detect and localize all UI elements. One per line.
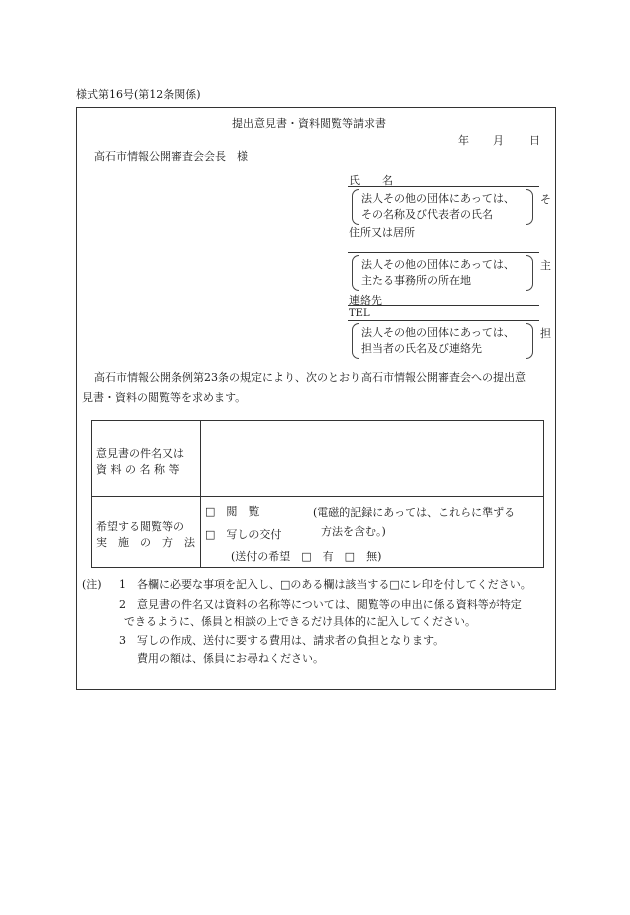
body-text-line1: 高石市情報公開条例第23条の規定により、次のとおり高石市情報公開審査会への提出意 [94,371,526,384]
form-title: 提出意見書・資料閲覧等請求書 [232,117,386,130]
body-text-line2: 見書・資料の閲覧等を求めます。 [82,391,247,404]
notes-prefix: (注) [82,578,102,591]
document-name-field[interactable] [204,425,538,490]
option-copy-checkbox[interactable]: □ 写しの交付 [205,528,282,541]
name-note-line1: 法人その他の団体にあっては、 [361,192,515,205]
date-month: 月 [493,134,504,147]
note-3-line2: 費用の額は、係員にお尋ねください。 [137,652,324,665]
side-char-1: そ [540,193,551,206]
address-underline [348,252,539,253]
tel-underline [348,320,539,321]
tel-label: TEL [349,308,370,319]
table-row-divider [92,496,543,497]
note-2-line1: 2 意見書の件名又は資料の名称等については、閲覧等の申出に係る資料等が特定 [119,598,522,611]
name-note-bracket-left [352,189,359,225]
note-2-line2: できるように、係員と相談の上できるだけ具体的に記入してください。 [124,615,476,628]
contact-underline [348,305,539,306]
option-view-checkbox[interactable]: □ 閲 覧 [205,505,260,518]
form-number: 様式第16号(第12条関係) [76,88,201,101]
row2-label-line2: 実 施 の 方 法 [96,536,195,549]
delivery-preference[interactable]: (送付の希望 □ 有 □ 無) [231,550,382,563]
date-year: 年 [458,134,469,147]
side-char-2: 主 [540,259,551,272]
contact-note-line2: 担当者の氏名及び連絡先 [361,342,482,355]
note-1: 1 各欄に必要な事項を記入し、□のある欄は該当する□にレ印を付してください。 [119,578,532,591]
table-column-divider [200,421,201,567]
address-note-line1: 法人その他の団体にあっては、 [361,258,515,271]
contact-note-bracket-right [526,323,533,359]
name-label: 氏 名 [349,174,393,187]
row2-label-line1: 希望する閲覧等の [96,520,184,533]
date-day: 日 [529,134,540,147]
row1-label-line1: 意見書の件名又は [96,447,184,460]
option-note-line1: (電磁的記録にあっては、これらに準ずる [313,506,516,519]
address-note-bracket-left [352,255,359,291]
contact-note-line1: 法人その他の団体にあっては、 [361,326,515,339]
contact-note-bracket-left [352,323,359,359]
contact-label: 連絡先 [349,294,382,307]
address-note-bracket-right [526,255,533,291]
option-note-line2: 方法を含む。) [321,525,386,538]
name-note-bracket-right [526,189,533,225]
row1-label-line2: 資 料 の 名 称 等 [96,463,180,476]
address-note-line2: 主たる事務所の所在地 [361,274,471,287]
addressee: 高石市情報公開審査会会長 様 [94,150,248,163]
side-char-3: 担 [540,327,551,340]
address-label: 住所又は居所 [349,226,415,239]
name-note-line2: その名称及び代表者の氏名 [361,208,493,221]
note-3-line1: 3 写しの作成、送付に要する費用は、請求者の負担となります。 [119,634,445,647]
name-underline [348,186,539,187]
